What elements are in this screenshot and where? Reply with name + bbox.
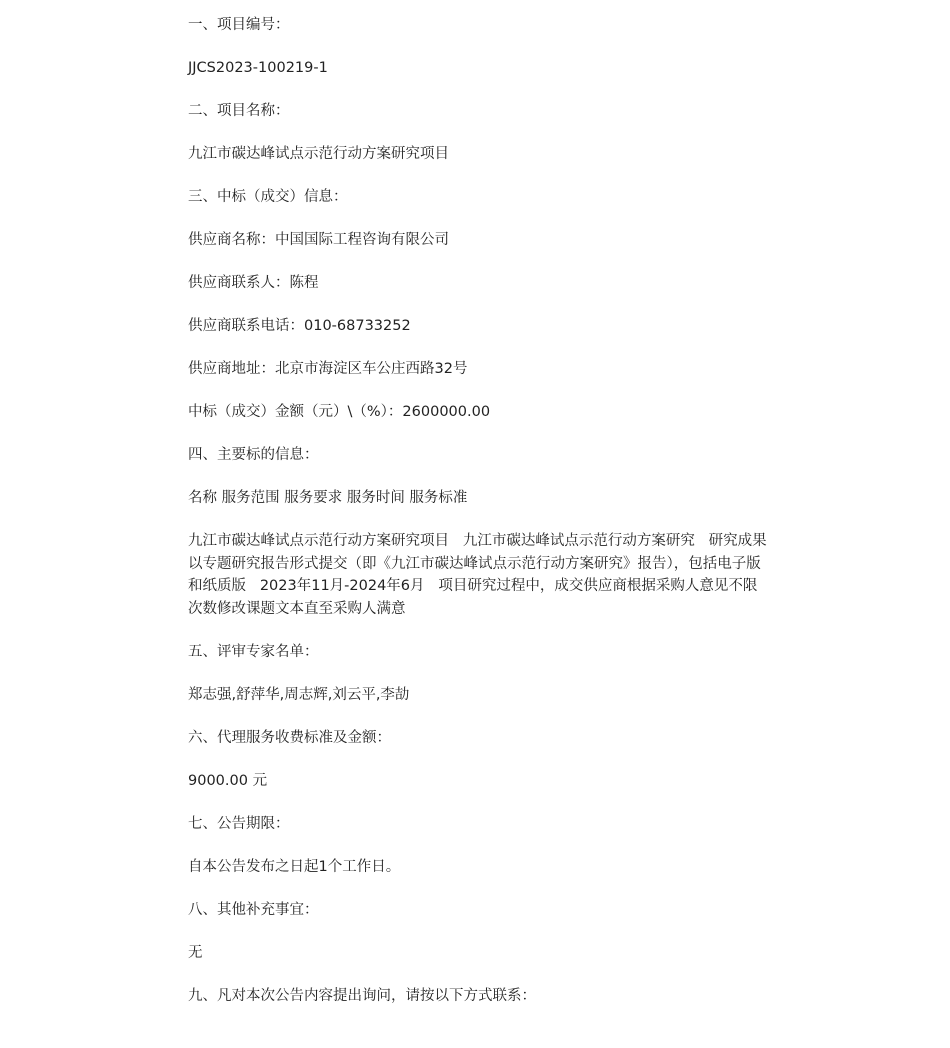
notice-period: 自本公告发布之日起1个工作日。	[188, 858, 401, 875]
award-info-heading: 三、中标（成交）信息：	[188, 189, 348, 205]
supplier-name: 供应商名称：中国国际工程咨询有限公司	[188, 232, 449, 248]
project-number: JJCS2023-100219-1	[188, 60, 328, 76]
announcement-document	[188, 14, 768, 1028]
contact-heading: 九、凡对本次公告内容提出询问，请按以下方式联系：	[188, 987, 536, 1004]
subject-info-heading: 四、主要标的信息：	[188, 447, 319, 463]
agency-fee-heading: 六、代理服务收费标准及金额：	[188, 729, 391, 746]
other-matters-heading: 八、其他补充事宜：	[188, 901, 319, 918]
supplier-contact: 供应商联系人：陈程	[188, 275, 319, 291]
agency-fee: 9000.00 元	[188, 772, 268, 789]
other-matters: 无	[188, 944, 203, 961]
project-name-heading: 二、项目名称：	[188, 103, 290, 119]
project-number-heading: 一、项目编号：	[188, 17, 290, 33]
experts-heading: 五、评审专家名单：	[188, 643, 319, 660]
subject-row: 九江市碳达峰试点示范行动方案研究项目 九江市碳达峰试点示范行动方案研究 研究成果以专题研究报告形式提交（即《九江市碳达峰试点示范行动方案研究》报告），包括电子版和纸质版 2023年11月-2024年6月 项目研究过程中，成交供应商根据采购人意见不限次数修改课题文本直至采购人满意	[188, 533, 767, 617]
notice-period-heading: 七、公告期限：	[188, 815, 290, 832]
experts-list: 郑志强,舒萍华,周志辉,刘云平,李劼	[188, 686, 410, 703]
project-name: 九江市碳达峰试点示范行动方案研究项目	[188, 146, 449, 162]
supplier-address: 供应商地址：北京市海淀区车公庄西路32号	[188, 361, 468, 377]
supplier-phone: 供应商联系电话：010-68733252	[188, 318, 411, 334]
subject-columns: 名称 服务范围 服务要求 服务时间 服务标准	[188, 490, 468, 506]
award-amount: 中标（成交）金额（元）\（%）：2600000.00	[188, 404, 491, 420]
